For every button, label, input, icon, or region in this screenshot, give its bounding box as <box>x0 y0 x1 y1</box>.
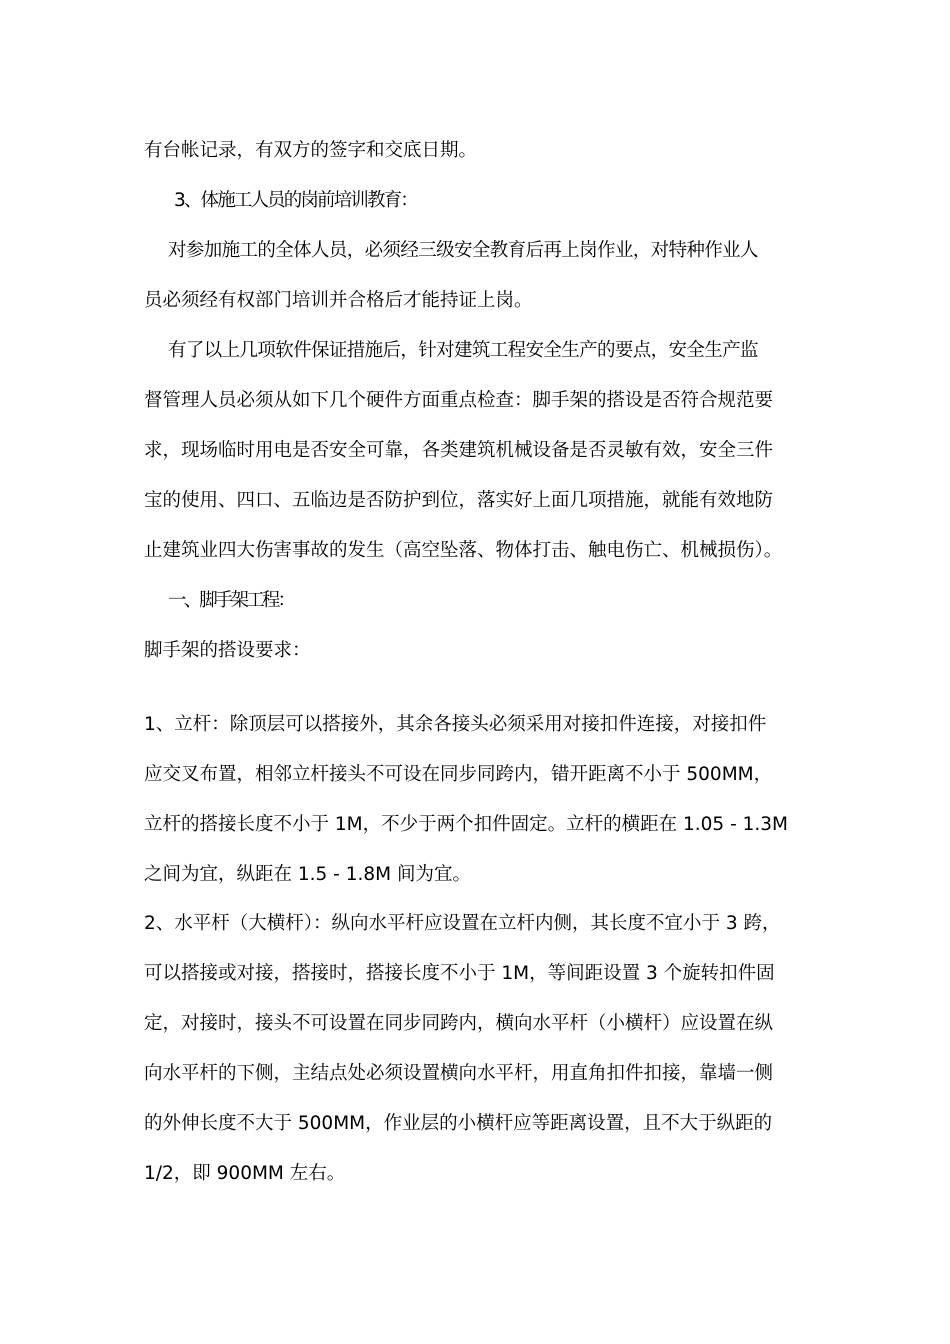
paragraph-line: 有台帐记录，有双方的签字和交底日期。 <box>144 140 478 161</box>
paragraph-line: 可以搭接或对接，搭接时，搭接长度不小于 1M，等间距设置 3 个旋转扣件固 <box>144 963 775 984</box>
paragraph-line: 止建筑业四大伤害事故的发生（高空坠落、物体打击、触电伤亡、机械损伤）。 <box>144 540 783 561</box>
paragraph-line: 对参加施工的全体人员，必须经三级安全教育后再上岗作业，对特种作业人 <box>168 240 758 261</box>
paragraph-line: 之间为宜，纵距在 1.5 - 1.8M 间为宜。 <box>144 864 472 885</box>
paragraph-line: 应交叉布置，相邻立杆接头不可设在同步同跨内，错开距离不小于 500MM， <box>144 764 773 785</box>
paragraph-line: 员必须经有权部门培训并合格后才能持证上岗。 <box>144 290 533 311</box>
paragraph-line: 2、水平杆（大横杆）：纵向水平杆应设置在立杆内侧，其长度不宜小于 3 跨， <box>144 913 781 934</box>
paragraph-line: 1、立杆：除顶层可以搭接外，其余各接头必须采用对接扣件连接，对接扣件 <box>144 714 767 735</box>
section-heading: 一、脚手架工程： <box>168 590 294 611</box>
paragraph-line: 求，现场临时用电是否安全可靠，各类建筑机械设备是否灵敏有效，安全三件 <box>144 440 774 461</box>
paragraph-line: 定，对接时，接头不可设置在同步同跨内，横向水平杆（小横杆）应设置在纵 <box>144 1013 774 1034</box>
paragraph-line: 向水平杆的下侧，主结点处必须设置横向水平杆，用直角扣件扣接，靠墙一侧 <box>144 1063 774 1084</box>
paragraph-line: 1/2，即 900MM 左右。 <box>144 1163 346 1184</box>
paragraph-line: 的外伸长度不大于 500MM，作业层的小横杆应等距离设置，且不大于纵距的 <box>144 1113 773 1134</box>
paragraph-line: 有了以上几项软件保证措施后，针对建筑工程安全生产的要点，安全生产监 <box>168 340 758 361</box>
paragraph-line: 立杆的搭接长度不小于 1M，不少于两个扣件固定。立杆的横距在 1.05 - 1.3M <box>144 814 789 835</box>
paragraph-line: 宝的使用、四口、五临边是否防护到位，落实好上面几项措施，就能有效地防 <box>144 490 774 511</box>
section-heading: 3、体施工人员的岗前培训教育： <box>174 190 417 211</box>
subsection-heading: 脚手架的搭设要求： <box>144 640 311 661</box>
paragraph-line: 督管理人员必须从如下几个硬件方面重点检查：脚手架的搭设是否符合规范要 <box>144 390 774 411</box>
